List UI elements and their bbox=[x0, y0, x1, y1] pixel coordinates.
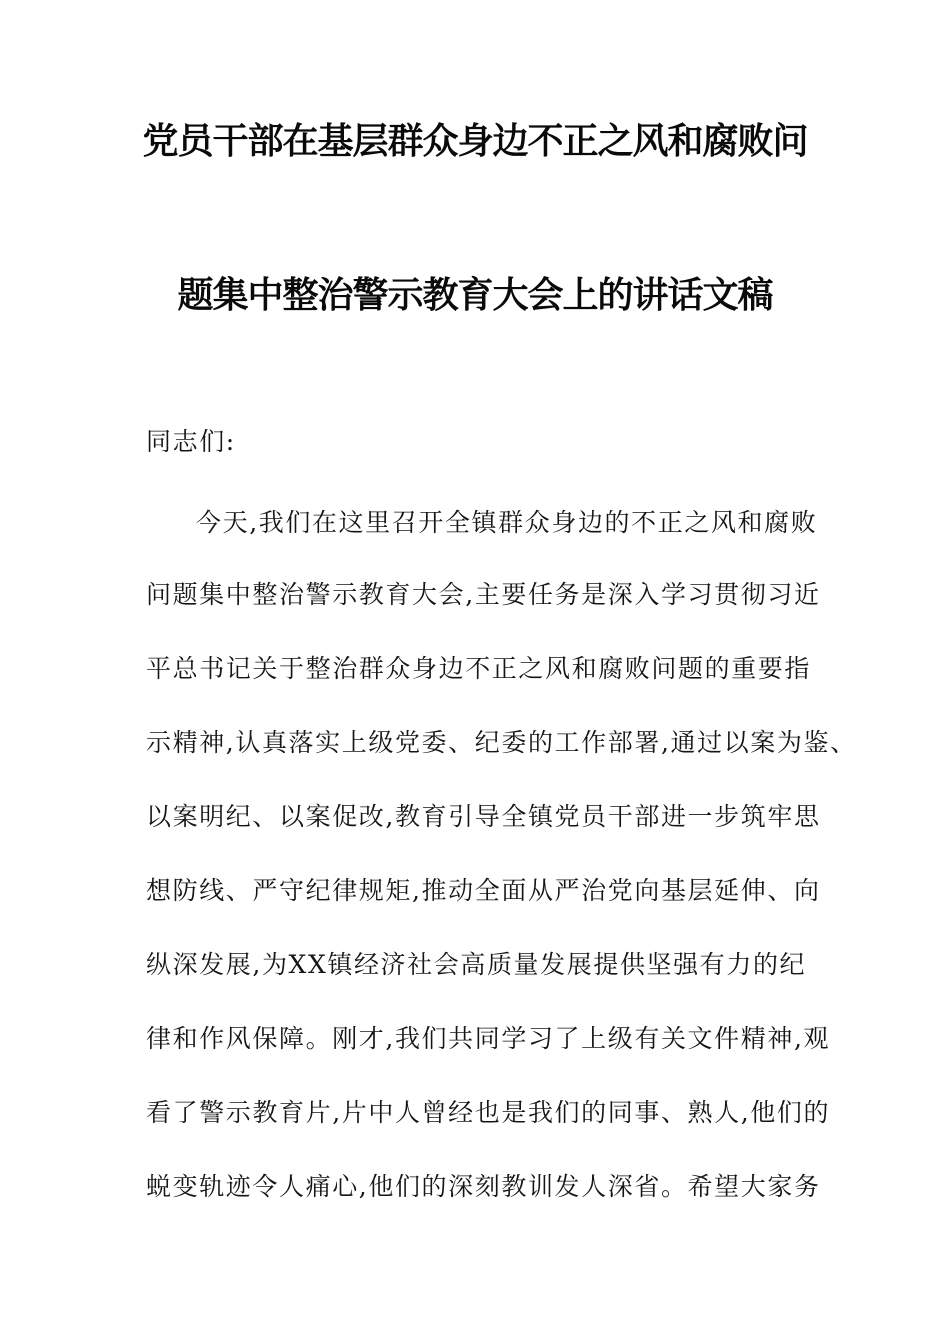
paragraph-line: 示精神,认真落实上级党委、纪委的工作部署,通过以案为鉴、 bbox=[146, 728, 857, 757]
document-title-line-1: 党员干部在基层群众身边不正之风和腐败问 bbox=[142, 121, 808, 162]
document-title-line-2: 题集中整治警示教育大会上的讲话文稿 bbox=[177, 275, 773, 316]
paragraph-line: 以案明纪、以案促改,教育引导全镇党员干部进一步筑牢思 bbox=[146, 802, 821, 831]
paragraph-line: 想防线、严守纪律规矩,推动全面从严治党向基层延伸、向 bbox=[146, 876, 821, 905]
paragraph-line: 律和作风保障。刚才,我们共同学习了上级有关文件精神,观 bbox=[146, 1024, 831, 1053]
salutation: 同志们: bbox=[146, 427, 236, 456]
paragraph-line: 平总书记关于整治群众身边不正之风和腐败问题的重要指 bbox=[146, 654, 812, 683]
paragraph-line: 蜕变轨迹令人痛心,他们的深刻教训发人深省。希望大家务 bbox=[146, 1172, 821, 1201]
paragraph-line: 纵深发展,为XX镇经济社会高质量发展提供坚强有力的纪 bbox=[146, 950, 807, 979]
paragraph-line: 问题集中整治警示教育大会,主要任务是深入学习贯彻习近 bbox=[146, 580, 821, 609]
paragraph-line: 看了警示教育片,片中人曾经也是我们的同事、熟人,他们的 bbox=[146, 1098, 831, 1127]
paragraph-line: 今天,我们在这里召开全镇群众身边的不正之风和腐败 bbox=[196, 508, 818, 537]
